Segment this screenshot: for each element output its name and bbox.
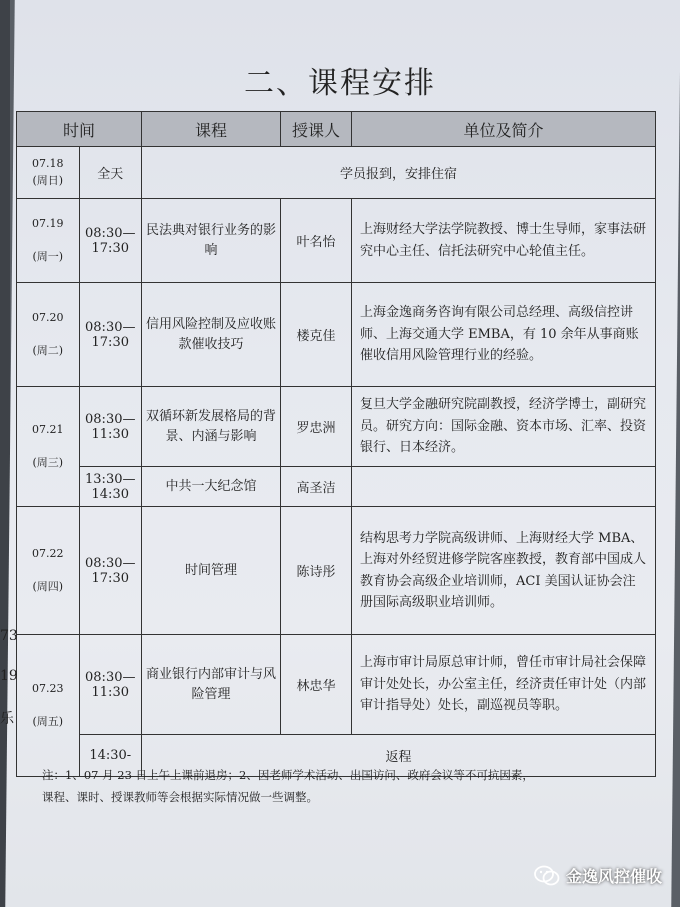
table-header-row (17, 112, 656, 147)
page-title: 二、课程安排 (244, 66, 436, 101)
margin-glyph: 19 (0, 668, 18, 684)
date-cell: 07.20 (周二) (17, 283, 80, 387)
teacher-cell: 高圣洁 (281, 467, 352, 507)
merged-cell: 学员报到，安排住宿 (142, 147, 656, 199)
header-course: 课程 (142, 112, 281, 147)
table-row (17, 147, 656, 199)
teacher-cell: 林忠华 (281, 635, 352, 735)
teacher-cell: 陈诗彤 (281, 507, 352, 635)
merged-cell: 返程 (142, 735, 656, 777)
time-cell: 08:30—11:30 (79, 635, 142, 735)
time-cell: 08:30—11:30 (79, 387, 142, 467)
intro-cell: 上海金逸商务咨询有限公司总经理、高级信控讲师、上海交通大学 EMBA，有 10 余年从事商账催收信用风险管理行业的经验。 (352, 283, 656, 387)
footnote-line: 课程、课时、授课教师等会根据实际情况做一些调整。 (42, 789, 318, 804)
header-teacher: 授课人 (281, 112, 352, 147)
time-cell: 13:30—14:30 (79, 467, 142, 507)
date-cell: 07.21 (周三) (17, 387, 80, 507)
watermark-text: 金逸风控催收 (565, 867, 662, 886)
teacher-cell: 楼克佳 (281, 283, 352, 387)
header-time: 时间 (17, 112, 142, 147)
table-row (17, 283, 656, 387)
course-cell: 双循环新发展格局的背景、内涵与影响 (142, 387, 281, 467)
time-cell: 08:30—17:30 (79, 199, 142, 283)
date-cell: 07.18 (周日) (17, 147, 80, 199)
header-intro: 单位及简介 (352, 112, 656, 147)
wechat-icon (534, 865, 560, 887)
intro-cell: 上海市审计局原总审计师，曾任市审计局社会保障审计处处长，办公室主任，经济责任审计处（内部审计指导处）处长，副巡视员等职。 (352, 635, 656, 735)
intro-cell: 结构思考力学院高级讲师、上海财经大学 MBA、上海对外经贸进修学院客座教授，教育部中国成人教育协会高级企业培训师，ACI 美国认证协会注册国际高级职业培训师。 (352, 507, 656, 635)
date-cell: 07.22 (周四) (17, 507, 80, 635)
intro-cell: 上海财经大学法学院教授、博士生导师，家事法研究中心主任、信托法研究中心轮值主任。 (352, 199, 656, 283)
table-row (17, 507, 656, 635)
date-cell: 07.23 (周五) (17, 635, 80, 777)
intro-cell (352, 467, 656, 507)
footnote-line: 注：1、07 月 23 日上午上课前退房；2、因老师学术活动、出国访问、政府会议等不可抗因素， (42, 768, 534, 782)
table-row (17, 635, 656, 735)
footnote (42, 765, 642, 809)
time-cell: 08:30—17:30 (79, 283, 142, 387)
watermark (534, 864, 662, 887)
time-cell: 14:30- (79, 735, 142, 777)
date-cell: 07.19 (周一) (17, 199, 80, 283)
teacher-cell: 罗忠洲 (281, 387, 352, 467)
margin-glyph: 乐 (0, 711, 14, 727)
course-cell: 中共一大纪念馆 (142, 467, 281, 507)
time-cell: 全天 (79, 147, 142, 199)
schedule-table (16, 111, 656, 777)
course-cell: 商业银行内部审计与风险管理 (142, 635, 281, 735)
course-cell: 民法典对银行业务的影响 (142, 199, 281, 283)
course-cell: 时间管理 (142, 507, 281, 635)
intro-cell: 复旦大学金融研究院副教授，经济学博士，副研究员。研究方向：国际金融、资本市场、汇率、投资银行、日本经济。 (352, 387, 656, 467)
table-row (17, 467, 656, 507)
margin-glyph: 73 (0, 628, 18, 644)
table-row (17, 387, 656, 467)
course-cell: 信用风险控制及应收账款催收技巧 (142, 283, 281, 387)
time-cell: 08:30—17:30 (79, 507, 142, 635)
table-row (17, 199, 656, 283)
teacher-cell: 叶名怡 (281, 199, 352, 283)
